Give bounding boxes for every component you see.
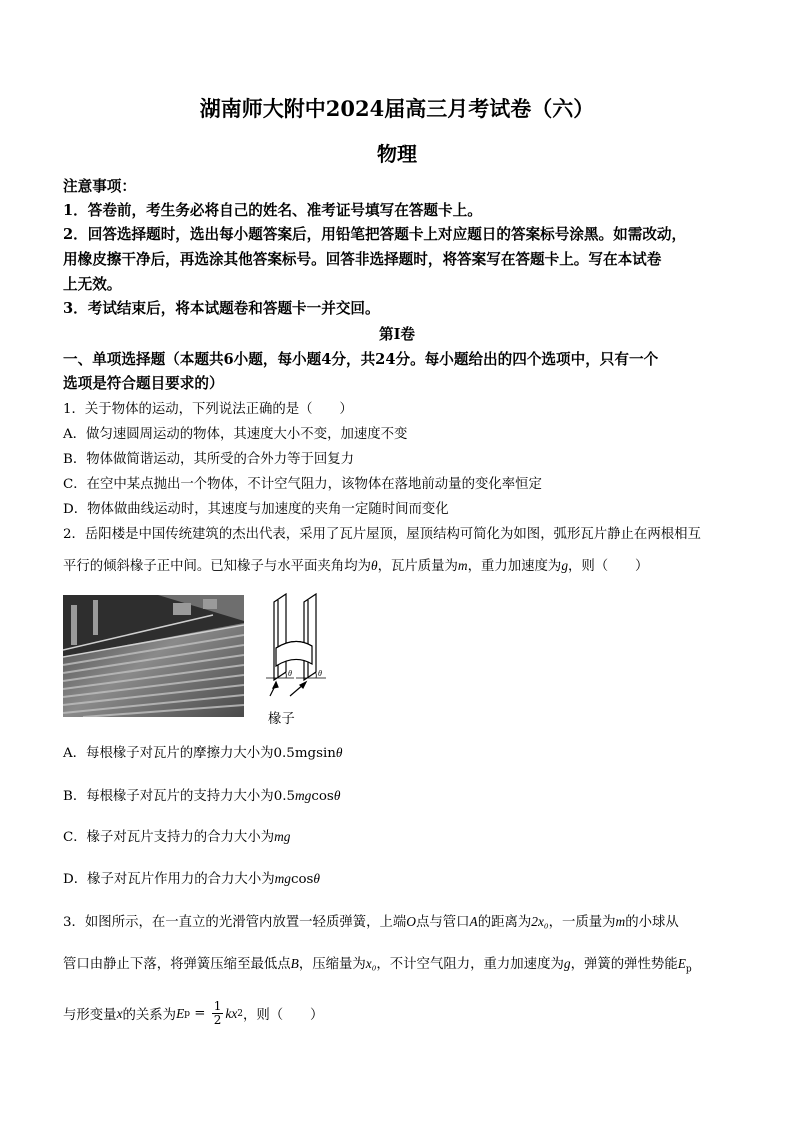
q3-text: ，弹簧的弹性势能: [570, 957, 678, 972]
q3-text: 管口由静止下落，将弹簧压缩至最低点: [63, 957, 291, 972]
eq-subscript: p: [184, 1008, 191, 1019]
fraction-denominator: 2: [213, 1013, 222, 1027]
mg-symbol: mg: [295, 788, 312, 803]
q3-text: 的距离为: [477, 915, 532, 930]
q1-option-d: D．物体做曲线运动时，其速度与加速度的夹角一定随时间而变化: [63, 502, 449, 517]
q2-option-d: [63, 868, 320, 887]
q2-stem-line-2: [63, 555, 648, 574]
mg-symbol: mg: [274, 871, 291, 886]
cos-text: cos: [290, 872, 314, 887]
q3-text: ，则（ ）: [243, 1008, 324, 1023]
eq-lhs: E: [176, 1005, 185, 1021]
point-o: O: [406, 914, 416, 929]
q2-text: 平行的倾斜椽子正中间。已知椽子与水平面夹角均为: [63, 559, 371, 574]
note-item-1: 1．答卷前，考生务必将自己的姓名、准考证号填写在答题卡上。: [63, 202, 482, 219]
q3-text: 点与管口: [415, 915, 470, 930]
theta-symbol: θ: [313, 871, 320, 886]
section-heading-line-1: 一、单项选择题（本题共6小题，每小题4分，共24分。每小题给出的四个选项中，只有一个: [63, 351, 659, 368]
eq-equals: =: [190, 1006, 210, 1021]
gravity-symbol: g: [561, 558, 569, 573]
part-label: 第Ⅰ卷: [378, 326, 415, 343]
q3-text: 的小球从: [625, 915, 679, 930]
gravity-symbol: g: [563, 956, 571, 971]
q2-option-a-text: A．每根椽子对瓦片的摩擦力大小为0.5mgsin: [63, 746, 336, 761]
x-symbol: x: [116, 1005, 123, 1021]
q3-line-1: [63, 911, 679, 930]
note-item-3: 3．考试结束后，将本试题卷和答题卡一并交回。: [63, 300, 380, 317]
point-a: A: [469, 914, 478, 929]
q3-text: 的关系为: [122, 1008, 177, 1023]
q2-text: ，瓦片质量为: [377, 559, 458, 574]
q2-text: ，重力加速度为: [467, 559, 562, 574]
exam-title: 湖南师大附中2024届高三月考试卷（六）: [199, 96, 595, 121]
section-heading-line-2: 选项是符合题目要求的）: [63, 375, 224, 392]
q2-option-c-text: C．椽子对瓦片支持力的合力大小为: [63, 830, 275, 845]
q2-option-a: [63, 742, 342, 761]
q1-stem: 1．关于物体的运动，下列说法正确的是（ ）: [63, 402, 353, 417]
q2-option-d-text: D．椽子对瓦片作用力的合力大小为: [63, 872, 275, 887]
note-item-2-line-3: 上无效。: [63, 276, 122, 293]
eq-rhs: kx: [225, 1005, 238, 1021]
svg-text:θ: θ: [288, 669, 292, 678]
ep-symbol: E: [677, 956, 686, 971]
q3-text: ，不计空气阻力，重力加速度为: [376, 957, 564, 972]
distance-expr: 2x₀: [531, 914, 549, 929]
mass-symbol: m: [615, 914, 626, 929]
notes-heading: 注意事项：: [63, 178, 136, 195]
note-item-2-line-2: 用橡皮擦干净后，再选涂其他答案标号。回答非选择题时，将答案写在答题卡上。写在本试卷: [63, 251, 662, 268]
ep-subscript: p: [685, 964, 692, 975]
roof-photo: [63, 595, 244, 717]
q1-option-b: B．物体做简谐运动，其所受的合外力等于回复力: [63, 452, 355, 467]
rafter-label: 椽子: [268, 712, 295, 727]
q3-text: ，压缩量为: [298, 957, 366, 972]
subject-title: 物理: [377, 142, 417, 166]
theta-symbol: θ: [370, 558, 378, 573]
mg-symbol: mg: [274, 829, 291, 844]
mass-symbol: m: [457, 558, 468, 573]
q1-option-a: A．做匀速圆周运动的物体，其速度大小不变，加速度不变: [63, 427, 408, 442]
q1-option-c: C．在空中某点抛出一个物体，不计空气阻力，该物体在落地前动量的变化率恒定: [63, 477, 542, 492]
svg-text:θ: θ: [318, 669, 322, 678]
note-item-2-line-1: 2．回答选择题时，选出每小题答案后，用铅笔把答题卡上对应题日的答案标号涂黑。如需改动，: [63, 226, 687, 243]
q3-text: 3．如图所示，在一直立的光滑管内放置一轻质弹簧，上端: [63, 915, 407, 930]
compression-symbol: x₀: [365, 956, 377, 971]
theta-symbol: θ: [335, 745, 343, 760]
q2-option-b: [63, 785, 340, 804]
q3-text: 与形变量: [63, 1008, 117, 1023]
fraction-numerator: 1: [213, 999, 222, 1013]
q2-option-c: [63, 826, 290, 845]
q2-option-b-text: B．每根椽子对瓦片的支持力大小为0.5: [63, 789, 295, 804]
q3-line-3: [63, 1000, 323, 1027]
point-b: B: [290, 956, 299, 971]
cos-text: cos: [311, 789, 334, 804]
q3-line-2: [63, 953, 692, 975]
theta-symbol: θ: [333, 788, 341, 803]
q2-text: ，则（ ）: [568, 559, 649, 574]
q2-stem-line-1: 2．岳阳楼是中国传统建筑的杰出代表，采用了瓦片屋顶，屋顶结构可简化为如图，弧形瓦片静止在两根相互: [63, 527, 701, 542]
q3-text: ，一质量为: [548, 915, 616, 930]
rafter-tile-diagram: [260, 590, 340, 725]
fraction-half: [212, 1000, 224, 1027]
eq-superscript: 2: [237, 1008, 244, 1019]
